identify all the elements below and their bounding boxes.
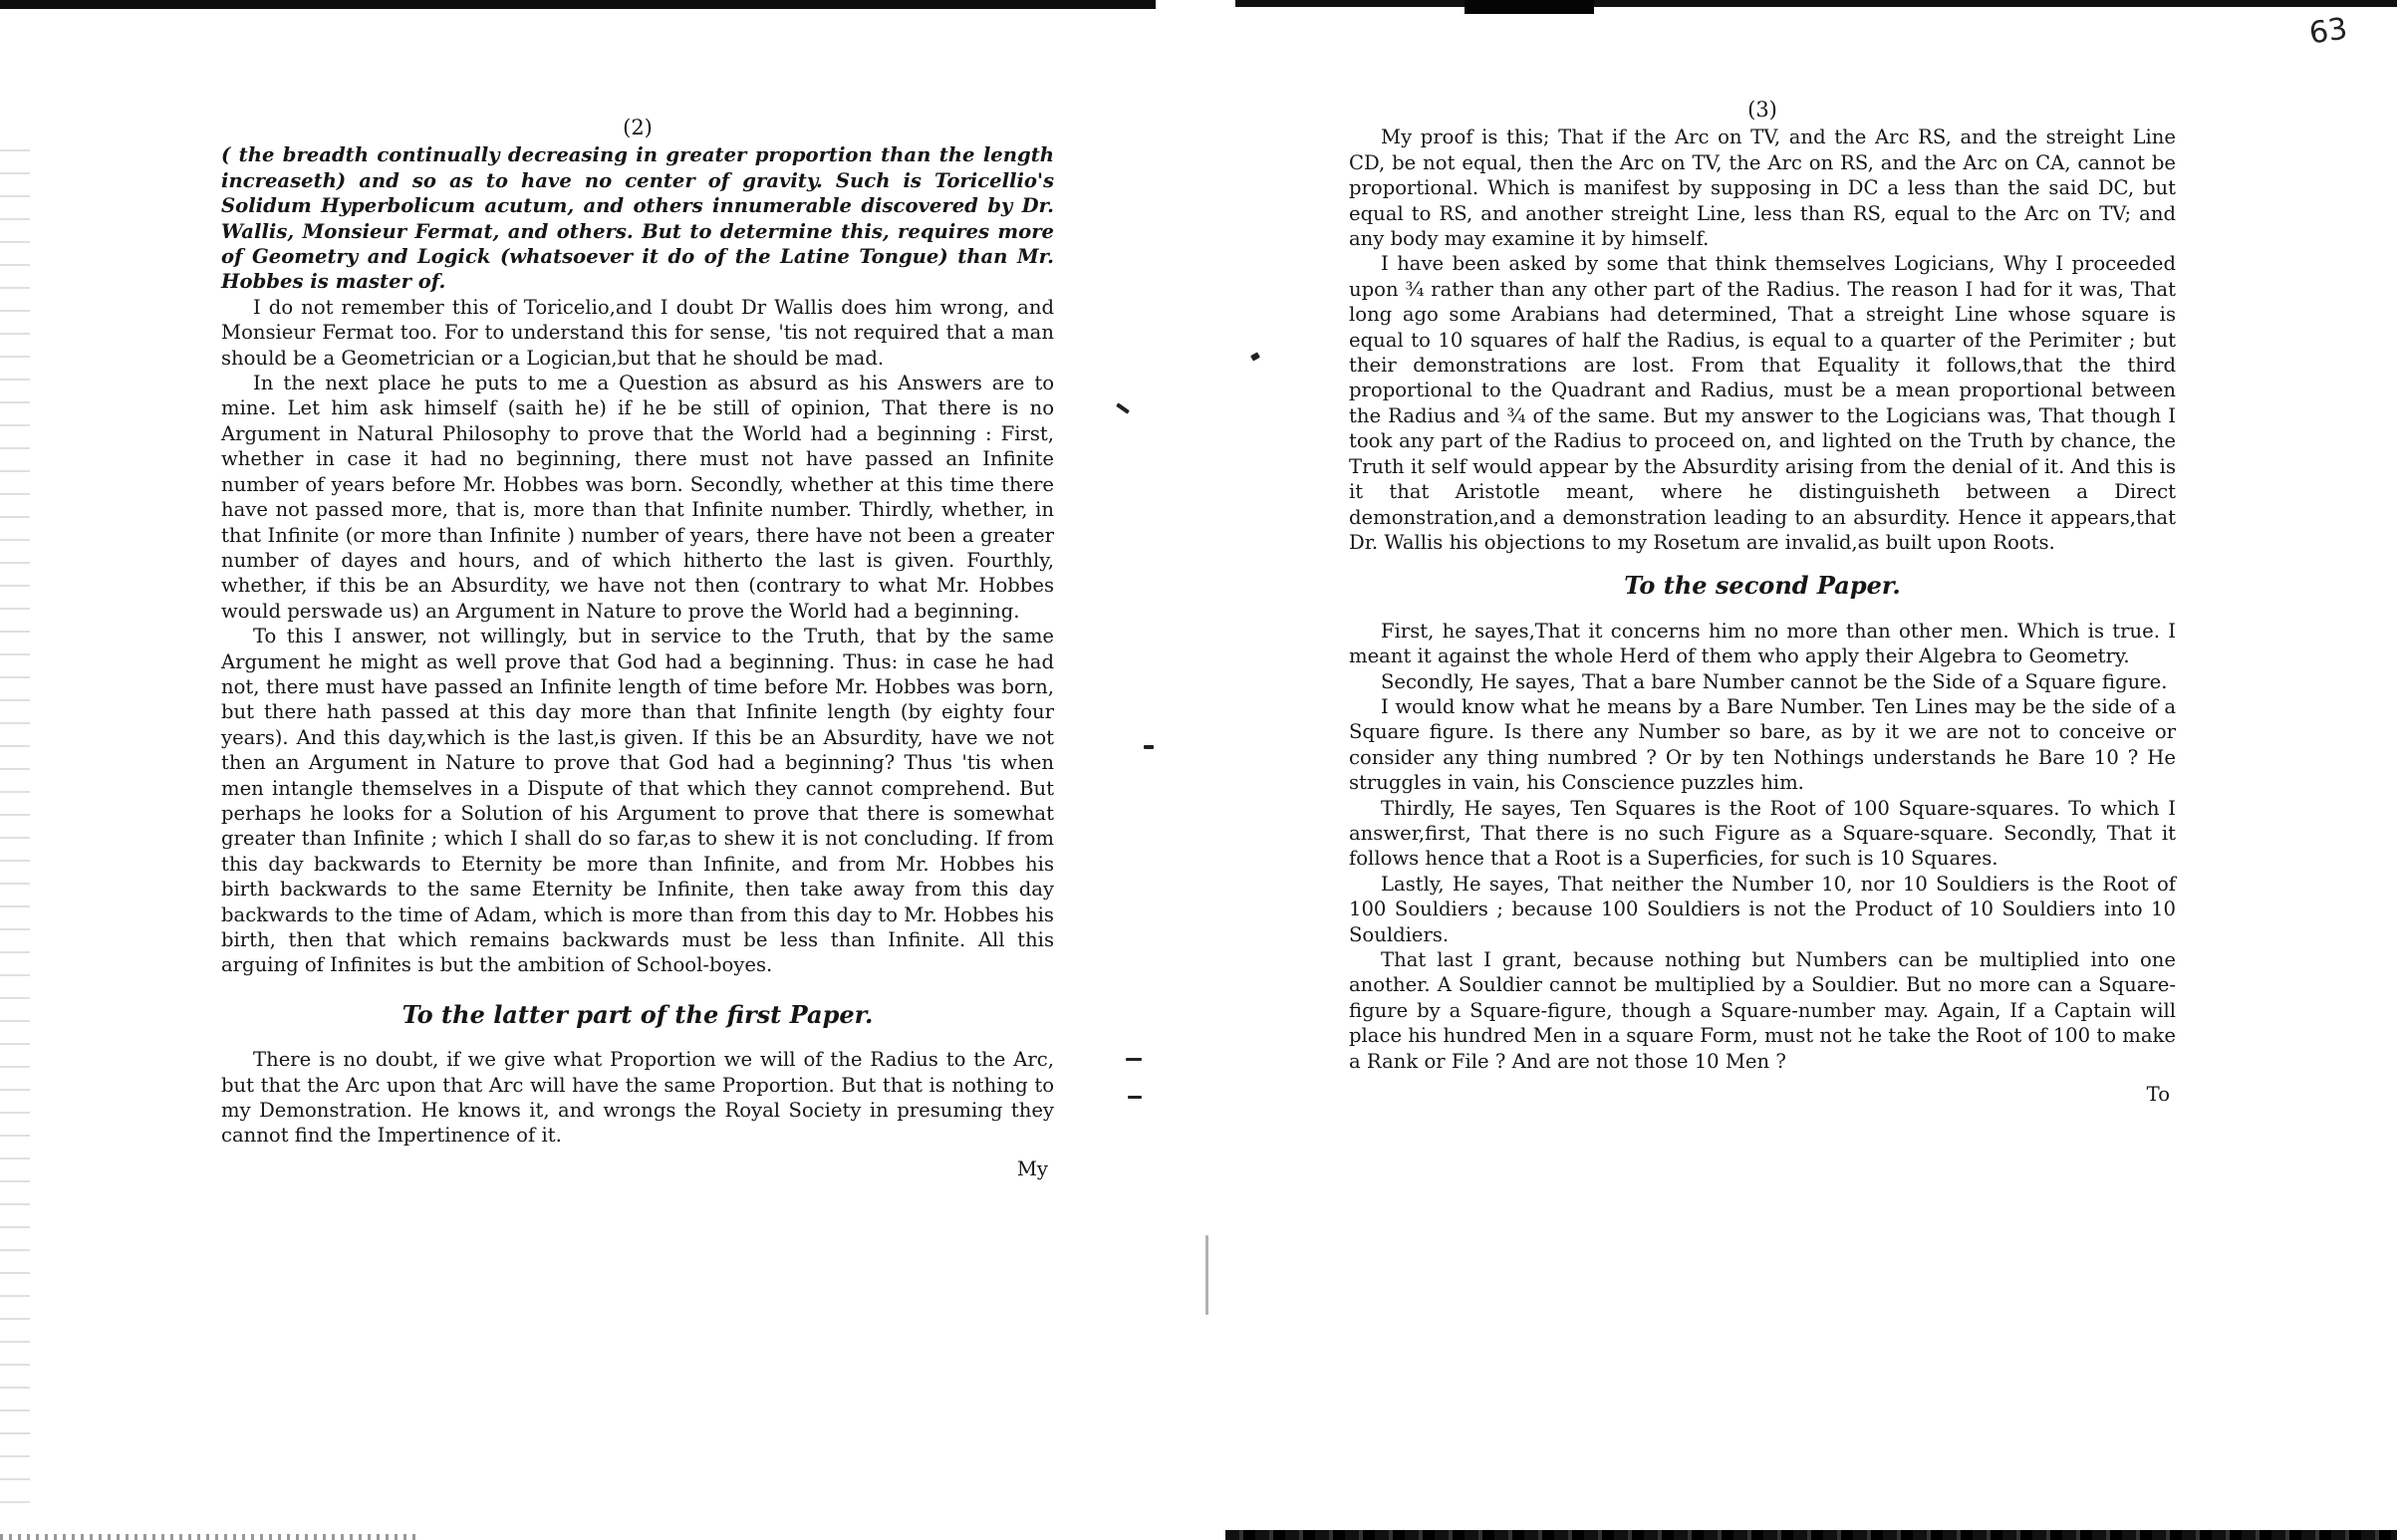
paragraph: Secondly, He sayes, That a bare Number cannot be the Side of a Square figure. (1381, 669, 2168, 693)
page-number: (3) (1747, 98, 1777, 122)
paragraph: That last I grant, because nothing but Numbers can be multiplied into one another. A Souldier cannot be multiplied by a Souldier. But no more can a Square-figure by a Square-figure, though a Square-number may. Again, If a Captain will place his hundred Men in a square Form, must not he take the Root of 100 to make a Rank or File ? And are not those 10 Men ? (1349, 948, 2176, 1073)
paragraph: To this I answer, not willingly, but in service to the Truth, that by the same Argument he might as well prove that God had a beginning. Thus: in case he had not, there must have passed an Infinite length of time before Mr. Hobbes was born, but there hath passed at this day more than that Infinite length (by eighty four years). And this day,which is the last,is given. If this be an Absurdity, have we not then an Argument in Nature to prove that God had a beginning? Thus 'tis when men intangle themselves in a Dispute of that which they cannot comprehend. But perhaps he looks for a Solution of his Argument to prove that there is somewhat greater than Infinite ; which I shall do so far,as to shew it is not concluding. If from this day backwards to Eternity be more than Infinite, and from Mr. Hobbes his birth backwards to the same Eternity be Infinite, then take away from this day backwards to the time of Adam, which is more than from this day to Mr. Hobbes his birth, then that which remains backwards must be less than Infinite. All this arguing of Infinites is but the ambition of School-boyes. (221, 625, 1054, 977)
paragraph: There is no doubt, if we give what Proportion we will of the Radius to the Arc, but that the Arc upon that Arc will have the same Proportion. But that is nothing to my Demonstration. He knows it, and wrongs the Royal Society in presuming they cannot find the Impertinence of it. (221, 1048, 1054, 1148)
paragraph: I would know what he means by a Bare Number. Ten Lines may be the side of a Square figure. Is there any Number so bare, as by it we are not to conceive or consider any thing numbred ? Or by ten Nothings understands he Bare 10 ? He struggles in vain, his Conscience puzzles him. (1349, 694, 2176, 795)
paragraph: First, he sayes,That it concerns him no more than other men. Which is true. I meant it against the whole Herd of them who apply their Algebra to Geometry. (1349, 619, 2176, 668)
paragraph: Thirdly, He sayes, Ten Squares is the Root of 100 Square-squares. To which I answer,first, That there is no such Figure as a Square-square. Secondly, That it follows hence that a Root is a Superficies, for such is 10 Squares. (1349, 796, 2176, 871)
right-page (1349, 98, 2176, 1107)
left-page (221, 116, 1054, 1181)
paragraph: I do not remember this of Toricelio,and I doubt Dr Wallis does him wrong, and Monsieur Fermat too. For to understand this for sense, 'tis not required that a man should be a Geometrician or a Logician,but that he should be mad. (221, 295, 1054, 370)
paragraph: ( the breadth continually decreasing in greater proportion than the length increaseth) and so as to have no center of gravity. Such is Toricellio's Solidum Hyperbolicum acutum, and others innumerable discovered by Dr. Wallis, Monsieur Fermat, and others. But to determine this, requires more of Geometry and Logick (whatsoever it do of the Latine Tongue) than Mr. Hobbes is master of. (221, 143, 1054, 294)
gutter-speck (1128, 1096, 1142, 1099)
scan-bottom-edge-right (1225, 1530, 2397, 1540)
paragraph: In the next place he puts to me a Question as absurd as his Answers are to mine. Let him ask himself (saith he) if he be still of opinion, That there is no Argument in Natural Philosophy to prove that the World had a beginning : First, whether in case it had no beginning, there must not have passed an Infinite number of years before Mr. Hobbes was born. Secondly, whether at this time there have not passed more, that is, more than that Infinite number. Thirdly, whether, in that Infinite (or more than Infinite ) number of years, there have not been a greater number of dayes and hours, and of which hitherto the last is given. Fourthly, whether, if this be an Absurdity, we have not then (contrary to what Mr. Hobbes would perswade us) an Argument in Nature to prove the World had a beginning. (221, 372, 1054, 623)
catchword: My (1016, 1156, 1048, 1180)
scan-border-notch (1465, 0, 1594, 14)
scan-bottom-edge-left (0, 1534, 418, 1540)
section-heading: To the latter part of the first Paper. (401, 999, 874, 1029)
folio-number: 63 (2306, 11, 2350, 52)
gutter-speck (1126, 1058, 1142, 1061)
gutter-speck (1144, 745, 1154, 749)
scan-top-edge (0, 0, 2397, 14)
left-page-edge-grain (0, 149, 30, 1524)
page-number: (2) (623, 116, 653, 139)
paragraph: My proof is this; That if the Arc on TV, and the Arc RS, and the streight Line CD, be not equal, then the Arc on TV, the Arc on RS, and the Arc on CA, cannot be proportional. Which is manifest by supposing in DC a less than the said DC, but equal to RS, and another streight Line, less than RS, equal to the Arc on TV; and any body may examine it by himself. (1349, 126, 2176, 251)
gutter-speck (1116, 402, 1130, 413)
scan-border-right (1235, 0, 2397, 7)
paragraph: Lastly, He sayes, That neither the Number 10, nor 10 Souldiers is the Root of 100 Souldiers ; because 100 Souldiers is not the Product of 10 Souldiers into 10 Souldiers. (1349, 872, 2176, 946)
section-heading: To the second Paper. (1624, 571, 1901, 601)
paragraph: I have been asked by some that think themselves Logicians, Why I proceeded upon ¾ rather than any other part of the Radius. The reason I had for it was, That long ago some Arabians had determined, That a streight Line whose square is equal to 10 squares of half the Radius, is equal to a quarter of the Perimiter ; but their demonstrations are lost. From that Equality it follows,that the third proportional to the Quadrant and Radius, must be a mean proportional between the Radius and ¾ of the same. But my answer to the Logicians was, That though I took any part of the Radius to proceed on, and lighted on the Truth by chance, the Truth it self would appear by the Absurdity arising from the denial of it. And this is it that Aristotle meant, where he distinguisheth between a Direct demonstration,and a demonstration leading to an absurdity. Hence it appears,that Dr. Wallis his objections to my Rosetum are invalid,as built upon Roots. (1349, 252, 2176, 554)
gutter-speck (1205, 1235, 1208, 1315)
gutter-speck (1250, 352, 1260, 361)
scan-border-left (0, 0, 1156, 9)
catchword: To (2146, 1083, 2170, 1107)
